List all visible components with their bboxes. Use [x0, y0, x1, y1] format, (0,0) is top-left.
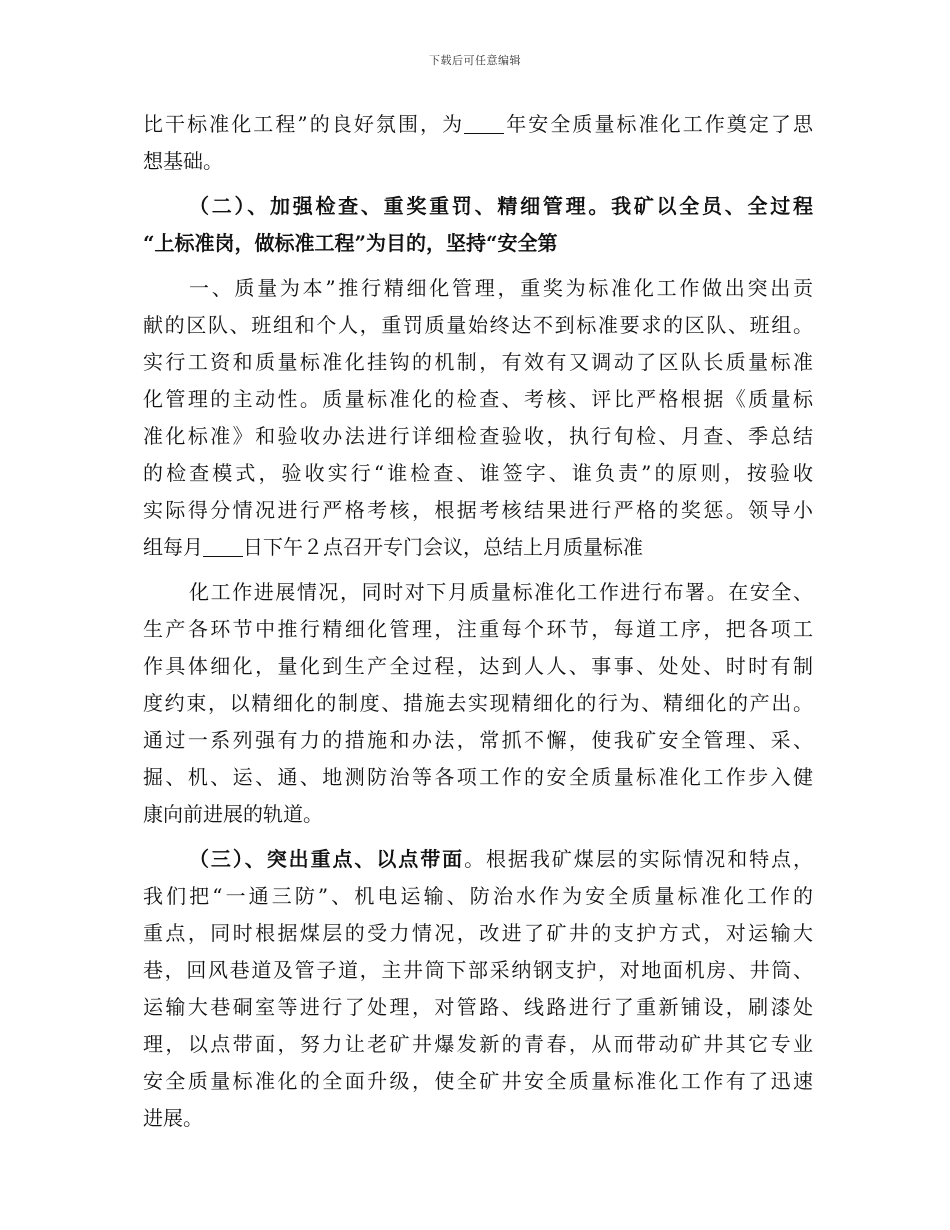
- text-line: [143, 841, 813, 878]
- paragraph-1: [143, 106, 813, 180]
- text-line: 化管理的主动性。质量标准化的检查、考核、评比严格根据《质量标: [143, 387, 813, 411]
- text-segment: 年安全质量标准化工作奠定了思: [504, 112, 813, 136]
- text-line: 掘、机、运、通、地测防治等各项工作的安全质量标准化工作步入健: [143, 765, 813, 789]
- fill-blank: [464, 113, 504, 134]
- text-line: 通过一系列强有力的措施和办法，常抓不懈，使我矿安全管理、采、: [143, 728, 813, 752]
- paragraph-4: [143, 574, 813, 833]
- text-line: （二）、加强检查、重奖重罚、精细管理。我矿以全员、全过程: [189, 194, 813, 218]
- text-line: 巷，回风巷道及管子道，主井筒下部采纳钢支护，对地面机房、井筒、: [143, 958, 813, 982]
- page-header-note: 下载后可任意编辑: [429, 54, 521, 67]
- text-line: 的检查模式，验收实行“谁检查、谁签字、谁负责”的原则，按验收: [143, 461, 813, 485]
- text-line: 安全质量标准化的全面升级，使全矿井安全质量标准化工作有了迅速: [143, 1069, 813, 1093]
- text-line: 想基础。: [143, 149, 223, 173]
- fill-blank: [203, 536, 243, 557]
- section-heading: （三）、突出重点、以点带面: [189, 847, 465, 871]
- text-line: 实行工资和质量标准化挂钩的机制，有效有又调动了区队长质量标准: [143, 350, 813, 374]
- text-segment: 。根据我矿煤层的实际情况和特点，: [464, 847, 813, 871]
- text-line: “上标准岗，做标准工程”为目的，坚持“安全第: [143, 231, 558, 255]
- text-line: 献的区队、班组和个人，重罚质量始终达不到标准要求的区队、班组。: [143, 313, 813, 337]
- text-line: 实际得分情况进行严格考核，根据考核结果进行严格的奖惩。领导小: [143, 498, 813, 522]
- text-line: 运输大巷硐室等进行了处理，对管路、线路进行了重新铺设，刷漆处: [143, 995, 813, 1019]
- paragraph-5: [143, 841, 813, 1137]
- text-segment: 日下午２点召开专门会议，总结上月质量标准: [243, 535, 643, 559]
- text-line: 化工作进展情况，同时对下月质量标准化工作进行布署。在安全、: [189, 580, 813, 604]
- text-line: 准化标准》和验收办法进行详细检查验收，执行旬检、月查、季总结: [143, 424, 813, 448]
- text-line: [143, 529, 813, 566]
- paragraph-2-heading: [143, 188, 813, 262]
- text-segment: 比干标准化工程”的良好氛围，为: [143, 112, 465, 136]
- text-line: 生产各环节中推行精细化管理，注重每个环节，每道工序，把各项工: [143, 617, 813, 641]
- paragraph-3: [143, 270, 813, 566]
- text-line: 一、质量为本”推行精细化管理，重奖为标准化工作做出突出贡: [189, 276, 813, 300]
- text-line: 康向前进展的轨道。: [143, 802, 323, 826]
- text-line: 我们把“一通三防”、机电运输、防治水作为安全质量标准化工作的: [143, 884, 813, 908]
- text-line: [143, 106, 813, 143]
- text-line: 进展。: [143, 1106, 203, 1130]
- text-line: 度约束，以精细化的制度、措施去实现精细化的行为、精细化的产出。: [143, 691, 813, 715]
- text-segment: 组每月: [143, 535, 203, 559]
- text-line: 作具体细化，量化到生产全过程，达到人人、事事、处处、时时有制: [143, 654, 813, 678]
- text-line: 理，以点带面，努力让老矿井爆发新的青春，从而带动矿井其它专业: [143, 1032, 813, 1056]
- text-line: 重点，同时根据煤层的受力情况，改进了矿井的支护方式，对运输大: [143, 921, 813, 945]
- document-body: [143, 106, 813, 1137]
